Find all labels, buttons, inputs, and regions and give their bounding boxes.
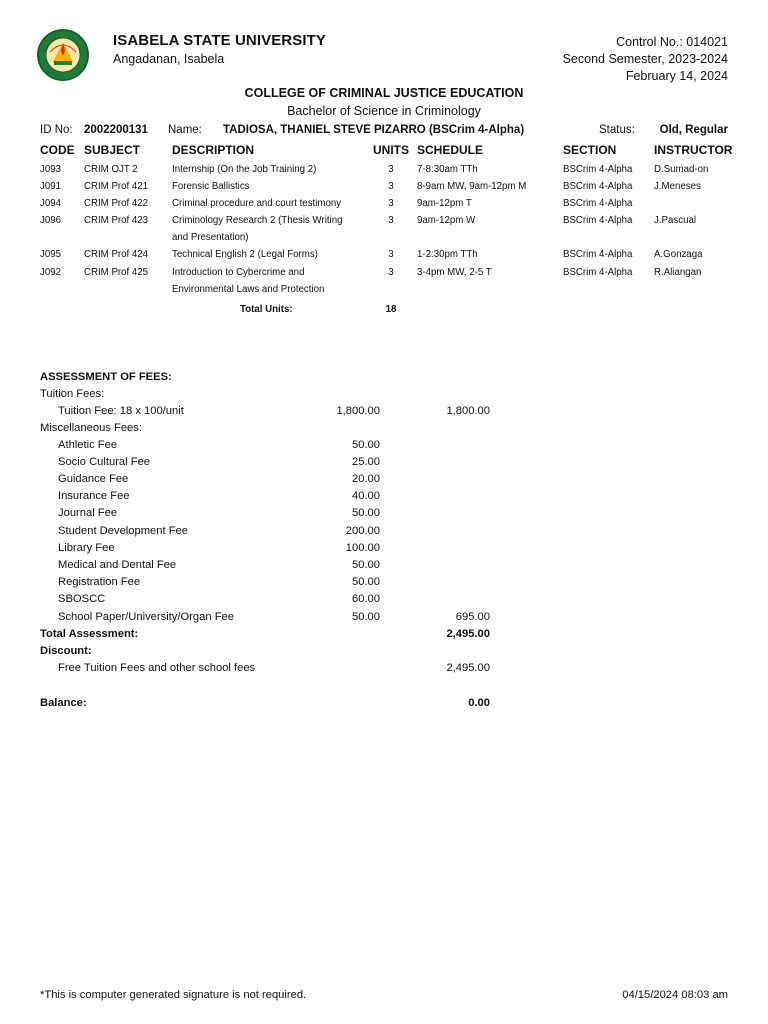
discount-amount: 2,495.00 (446, 662, 490, 674)
misc-fee-amount: 60.00 (352, 593, 380, 605)
row-schedule: 8-9am MW, 9am-12pm M (417, 181, 527, 192)
header-code: CODE (40, 143, 75, 157)
row-instructor: R.Aliangan (654, 267, 702, 278)
university-seal-logo (36, 28, 90, 82)
row-subject: CRIM Prof 422 (84, 198, 149, 209)
row-schedule: 7-8:30am TTh (417, 164, 478, 175)
row-description-cont: Environmental Laws and Protection (172, 284, 325, 295)
row-schedule: 1-2:30pm TTh (417, 249, 478, 260)
university-location: Angadanan, Isabela (113, 52, 225, 66)
row-code: J094 (40, 198, 62, 209)
header-instructor: INSTRUCTOR (654, 143, 733, 157)
document-date: February 14, 2024 (625, 69, 728, 83)
total-assessment-label: Total Assessment: (40, 628, 139, 640)
total-units-label: Total Units: (240, 304, 293, 315)
misc-fee-name: Athletic Fee (58, 439, 118, 451)
student-status: Old, Regular (659, 124, 728, 136)
row-subject: CRIM OJT 2 (84, 164, 138, 175)
row-units: 3 (388, 215, 394, 226)
college-name: COLLEGE OF CRIMINAL JUSTICE EDUCATION (244, 86, 524, 100)
balance-label: Balance: (40, 697, 87, 709)
misc-fee-name: Journal Fee (58, 507, 118, 519)
row-section: BSCrim 4-Alpha (563, 249, 633, 260)
misc-fee-amount: 25.00 (352, 456, 380, 468)
row-section: BSCrim 4-Alpha (563, 164, 633, 175)
misc-fee-amount: 200.00 (345, 525, 380, 537)
footer-timestamp: 04/15/2024 08:03 am (622, 989, 728, 1001)
row-instructor: J.Meneses (654, 181, 701, 192)
row-description: Internship (On the Job Training 2) (172, 164, 317, 175)
misc-fee-name: Guidance Fee (58, 473, 129, 485)
row-schedule: 9am-12pm W (417, 215, 476, 226)
row-subject: CRIM Prof 421 (84, 181, 149, 192)
misc-fee-amount: 20.00 (352, 473, 380, 485)
row-description: Criminal procedure and court testimony (172, 198, 342, 209)
tuition-label: Tuition Fees: (40, 388, 105, 400)
row-subject: CRIM Prof 423 (84, 215, 149, 226)
total-assessment-value: 2,495.00 (446, 628, 490, 640)
row-subject: CRIM Prof 425 (84, 267, 149, 278)
row-description: Criminology Research 2 (Thesis Writing (172, 215, 343, 226)
row-code: J095 (40, 249, 62, 260)
tuition-total: 1,800.00 (446, 405, 490, 417)
misc-fee-name: Registration Fee (58, 576, 141, 588)
discount-label: Discount: (40, 645, 92, 657)
row-section: BSCrim 4-Alpha (563, 267, 633, 278)
id-label: ID No: (40, 124, 73, 136)
assessment-title: ASSESSMENT OF FEES: (40, 371, 172, 383)
student-name: TADIOSA, THANIEL STEVE PIZARRO (BSCrim 4-Alpha) (223, 124, 525, 136)
student-id: 2002200131 (84, 124, 148, 136)
semester: Second Semester, 2023-2024 (562, 52, 728, 66)
status-label: Status: (599, 124, 635, 136)
misc-label: Miscellaneous Fees: (40, 422, 142, 434)
misc-fee-name: Insurance Fee (58, 490, 130, 502)
row-instructor: A.Gonzaga (654, 249, 703, 260)
tuition-item: Tuition Fee: 18 x 100/unit (58, 405, 184, 417)
row-description-cont: and Presentation) (172, 232, 249, 243)
header-schedule: SCHEDULE (417, 143, 484, 157)
row-description: Technical English 2 (Legal Forms) (172, 249, 318, 260)
row-code: J091 (40, 181, 62, 192)
footer-note: *This is computer generated signature is not required. (40, 989, 307, 1001)
misc-fee-name: Library Fee (58, 542, 115, 554)
misc-fee-amount: 40.00 (352, 490, 380, 502)
misc-fee-name: Socio Cultural Fee (58, 456, 151, 468)
control-number: Control No.: 014021 (616, 35, 728, 49)
misc-fee-name: Student Development Fee (58, 525, 188, 537)
row-code: J093 (40, 164, 62, 175)
misc-fee-amount: 50.00 (352, 559, 380, 571)
header-units: UNITS (373, 143, 409, 157)
university-name: ISABELA STATE UNIVERSITY (113, 32, 326, 49)
row-description: Forensic Ballistics (172, 181, 250, 192)
row-units: 3 (388, 198, 394, 209)
misc-fee-amount: 50.00 (352, 611, 380, 623)
misc-total: 695.00 (455, 611, 490, 623)
balance-value: 0.00 (468, 697, 490, 709)
row-description: Introduction to Cybercrime and (172, 267, 305, 278)
misc-fee-amount: 50.00 (352, 439, 380, 451)
row-instructor: D.Sumad-on (654, 164, 709, 175)
misc-fee-amount: 100.00 (345, 542, 380, 554)
row-code: J092 (40, 267, 62, 278)
row-section: BSCrim 4-Alpha (563, 198, 633, 209)
row-subject: CRIM Prof 424 (84, 249, 149, 260)
row-section: BSCrim 4-Alpha (563, 181, 633, 192)
misc-fee-amount: 50.00 (352, 576, 380, 588)
row-units: 3 (388, 267, 394, 278)
tuition-amount: 1,800.00 (336, 405, 380, 417)
row-schedule: 3-4pm MW, 2-5 T (417, 267, 492, 278)
misc-fee-name: SBOSCC (58, 593, 106, 605)
row-code: J096 (40, 215, 62, 226)
total-units-value: 18 (385, 304, 397, 315)
row-section: BSCrim 4-Alpha (563, 215, 633, 226)
header-section: SECTION (563, 143, 617, 157)
header-subject: SUBJECT (84, 143, 141, 157)
program-name: Bachelor of Science in Criminology (287, 104, 481, 118)
misc-fee-name: Medical and Dental Fee (58, 559, 177, 571)
row-schedule: 9am-12pm T (417, 198, 472, 209)
name-label: Name: (168, 124, 202, 136)
misc-fee-name: School Paper/University/Organ Fee (58, 611, 234, 623)
misc-fee-amount: 50.00 (352, 507, 380, 519)
row-units: 3 (388, 181, 394, 192)
row-units: 3 (388, 164, 394, 175)
row-units: 3 (388, 249, 394, 260)
header-description: DESCRIPTION (172, 143, 255, 157)
row-instructor: J.Pascual (654, 215, 696, 226)
discount-item: Free Tuition Fees and other school fees (58, 662, 256, 674)
